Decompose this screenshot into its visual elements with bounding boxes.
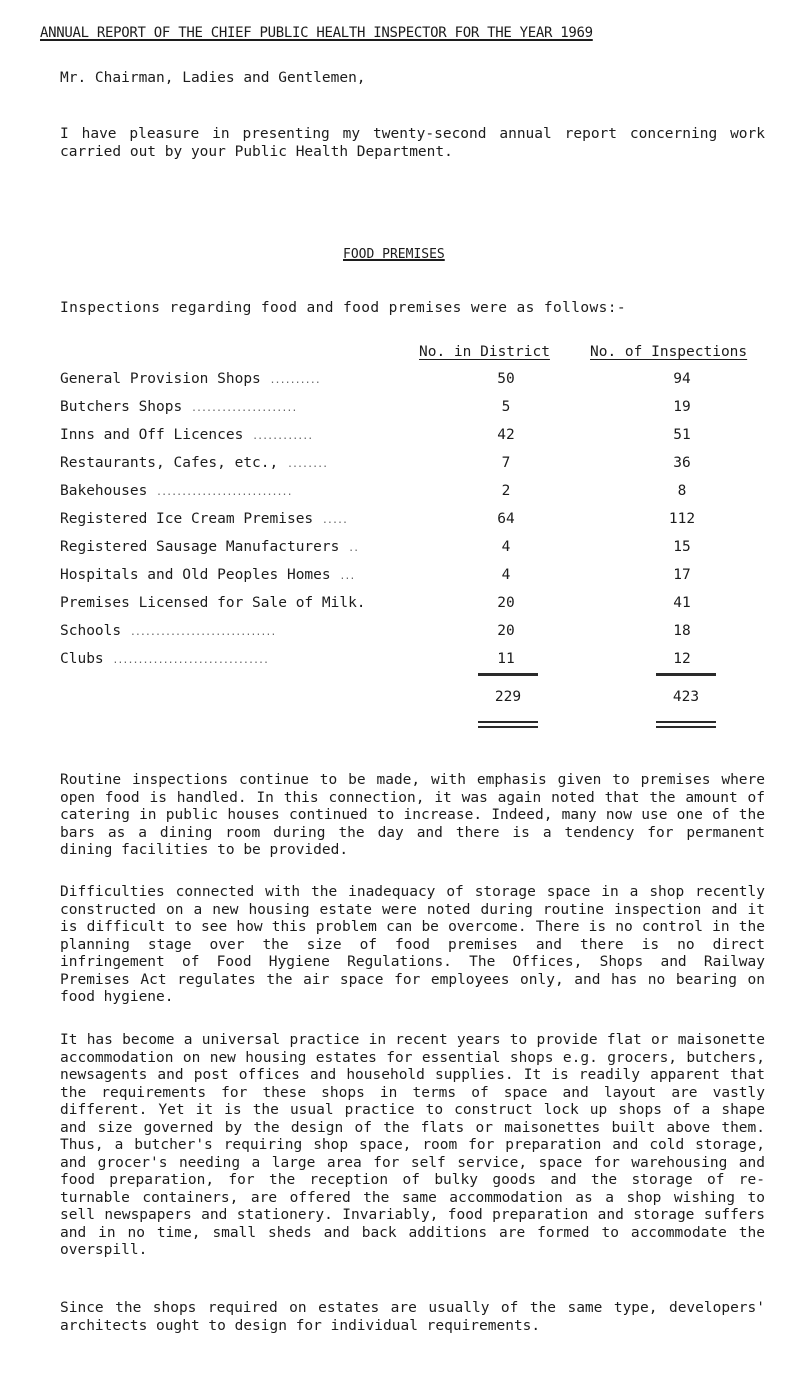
column-header-district: No. in District [419,344,550,360]
row-label-text: Butchers Shops [60,399,183,415]
row-district-count: 11 [497,651,515,667]
row-inspection-count: 17 [673,567,691,583]
row-inspection-count: 15 [673,539,691,555]
row-district-count: 42 [497,427,515,443]
row-district-count: 20 [497,623,515,639]
row-district-count: 4 [501,539,511,555]
salutation: Mr. Chairman, Ladies and Gentlemen, [60,70,366,86]
row-leader-dots: ............................. [129,627,276,638]
row-inspection-count: 94 [673,371,691,387]
paragraph-developers: Since the shops required on estates are usually of the same type, developers' architects ought to design for individual requirements. [60,1300,765,1334]
row-inspection-count: 41 [673,595,691,611]
row-label-text: Restaurants, Cafes, etc., [60,455,279,471]
table-row [60,567,780,595]
row-label-text: Premises Licensed for Sale of Milk. [60,595,366,611]
row-label [60,371,320,390]
row-leader-dots: ........................... [156,487,292,498]
row-leader-dots: .. [348,543,359,554]
paragraph-routine-inspections: Routine inspections continue to be made, with emphasis given to premises where open food is handled. In this connection, it was again noted that the amount of catering in public houses continued to increase. Indeed, many now use one of the bars as a dining room during the day and there is a tendency for permanent dining facilities to be provided. [60,772,765,858]
row-label-text: Registered Sausage Manufacturers [60,539,340,555]
row-district-count: 50 [497,371,515,387]
double-rule-inspections-a [656,721,716,723]
total-rule-district [478,673,538,676]
row-label [60,567,354,586]
row-leader-dots: ........ [286,459,328,470]
table-row [60,539,780,567]
table-row [60,371,780,399]
row-inspection-count: 112 [668,511,696,527]
row-label [60,399,296,418]
row-label-text: Hospitals and Old Peoples Homes [60,567,331,583]
table-row [60,595,780,623]
row-label [60,539,358,558]
row-label-text: Registered Ice Cream Premises [60,511,314,527]
row-label [60,595,366,614]
row-leader-dots: ... [339,571,355,582]
row-label [60,623,275,642]
table-row [60,623,780,651]
row-district-count: 20 [497,595,515,611]
column-header-inspections: No. of Inspections [590,344,748,360]
paragraph-shop-accommodation: It has become a universal practice in recent years to provide flat or maisonette accommodation on new housing estates for essential shops e.g. grocers, butchers, newsagents and post offices and household supplies. It is readily apparent that the requirements for these shops in terms of space and layout are vastly different. Yet it is the usual practice to construct lock up shops of a shape and size governed by the design of the flats or maisonettes built above them. Thus, a butcher's requiring shop space, room for preparation and cold storage, and grocer's needing a large area for self service, space for warehousing and food preparation, for the reception of bulky goods and the storage of re-turnable containers, are offered the same accommodation as a shop wishing to sell newspapers and stationery. Invariably, food preparation and storage suffers and in no time, small sheds and back additions are formed to accommodate the overspill. [60,1032,765,1258]
total-inspections: 423 [672,689,700,705]
double-rule-district-b [478,726,538,728]
row-district-count: 4 [501,567,511,583]
row-leader-dots: ............ [252,431,313,442]
row-label-text: General Provision Shops [60,371,261,387]
row-inspection-count: 8 [677,483,687,499]
total-district: 229 [494,689,522,705]
inspection-table [60,371,780,679]
table-row [60,483,780,511]
table-row [60,511,780,539]
report-title: ANNUAL REPORT OF THE CHIEF PUBLIC HEALTH INSPECTOR FOR THE YEAR 1969 [40,25,593,41]
row-label [60,483,292,502]
double-rule-inspections-b [656,726,716,728]
row-label [60,455,327,474]
row-district-count: 7 [501,455,511,471]
row-leader-dots: ..... [321,515,348,526]
row-district-count: 2 [501,483,511,499]
intro-paragraph: I have pleasure in presenting my twenty-second annual report concerning work carried out by your Public Health Department. [60,126,765,160]
section-heading: FOOD PREMISES [343,247,445,262]
row-district-count: 5 [501,399,511,415]
row-leader-dots: ............................... [112,655,269,666]
row-inspection-count: 51 [673,427,691,443]
row-leader-dots: ..................... [190,403,297,414]
table-intro: Inspections regarding food and food premises were as follows:- [60,300,627,316]
row-leader-dots: .......... [269,375,320,386]
row-label-text: Clubs [60,651,104,667]
row-inspection-count: 18 [673,623,691,639]
table-row [60,399,780,427]
row-label [60,427,312,446]
row-label [60,651,268,670]
double-rule-district-a [478,721,538,723]
row-inspection-count: 36 [673,455,691,471]
table-row [60,427,780,455]
row-label-text: Bakehouses [60,483,148,499]
row-label-text: Inns and Off Licences [60,427,244,443]
row-inspection-count: 19 [673,399,691,415]
row-inspection-count: 12 [673,651,691,667]
paragraph-storage-difficulties: Difficulties connected with the inadequacy of storage space in a shop recently constructed on a new housing estate were noted during routine inspection and it is difficult to see how this problem can be overcome. There is no control in the planning stage over the size of food premises and there is no direct infringement of Food Hygiene Regulations. The Offices, Shops and Railway Premises Act regulates the air space for employees only, and has no bearing on food hygiene. [60,884,765,1005]
table-row [60,455,780,483]
row-label [60,511,347,530]
total-rule-inspections [656,673,716,676]
row-district-count: 64 [497,511,515,527]
row-label-text: Schools [60,623,122,639]
